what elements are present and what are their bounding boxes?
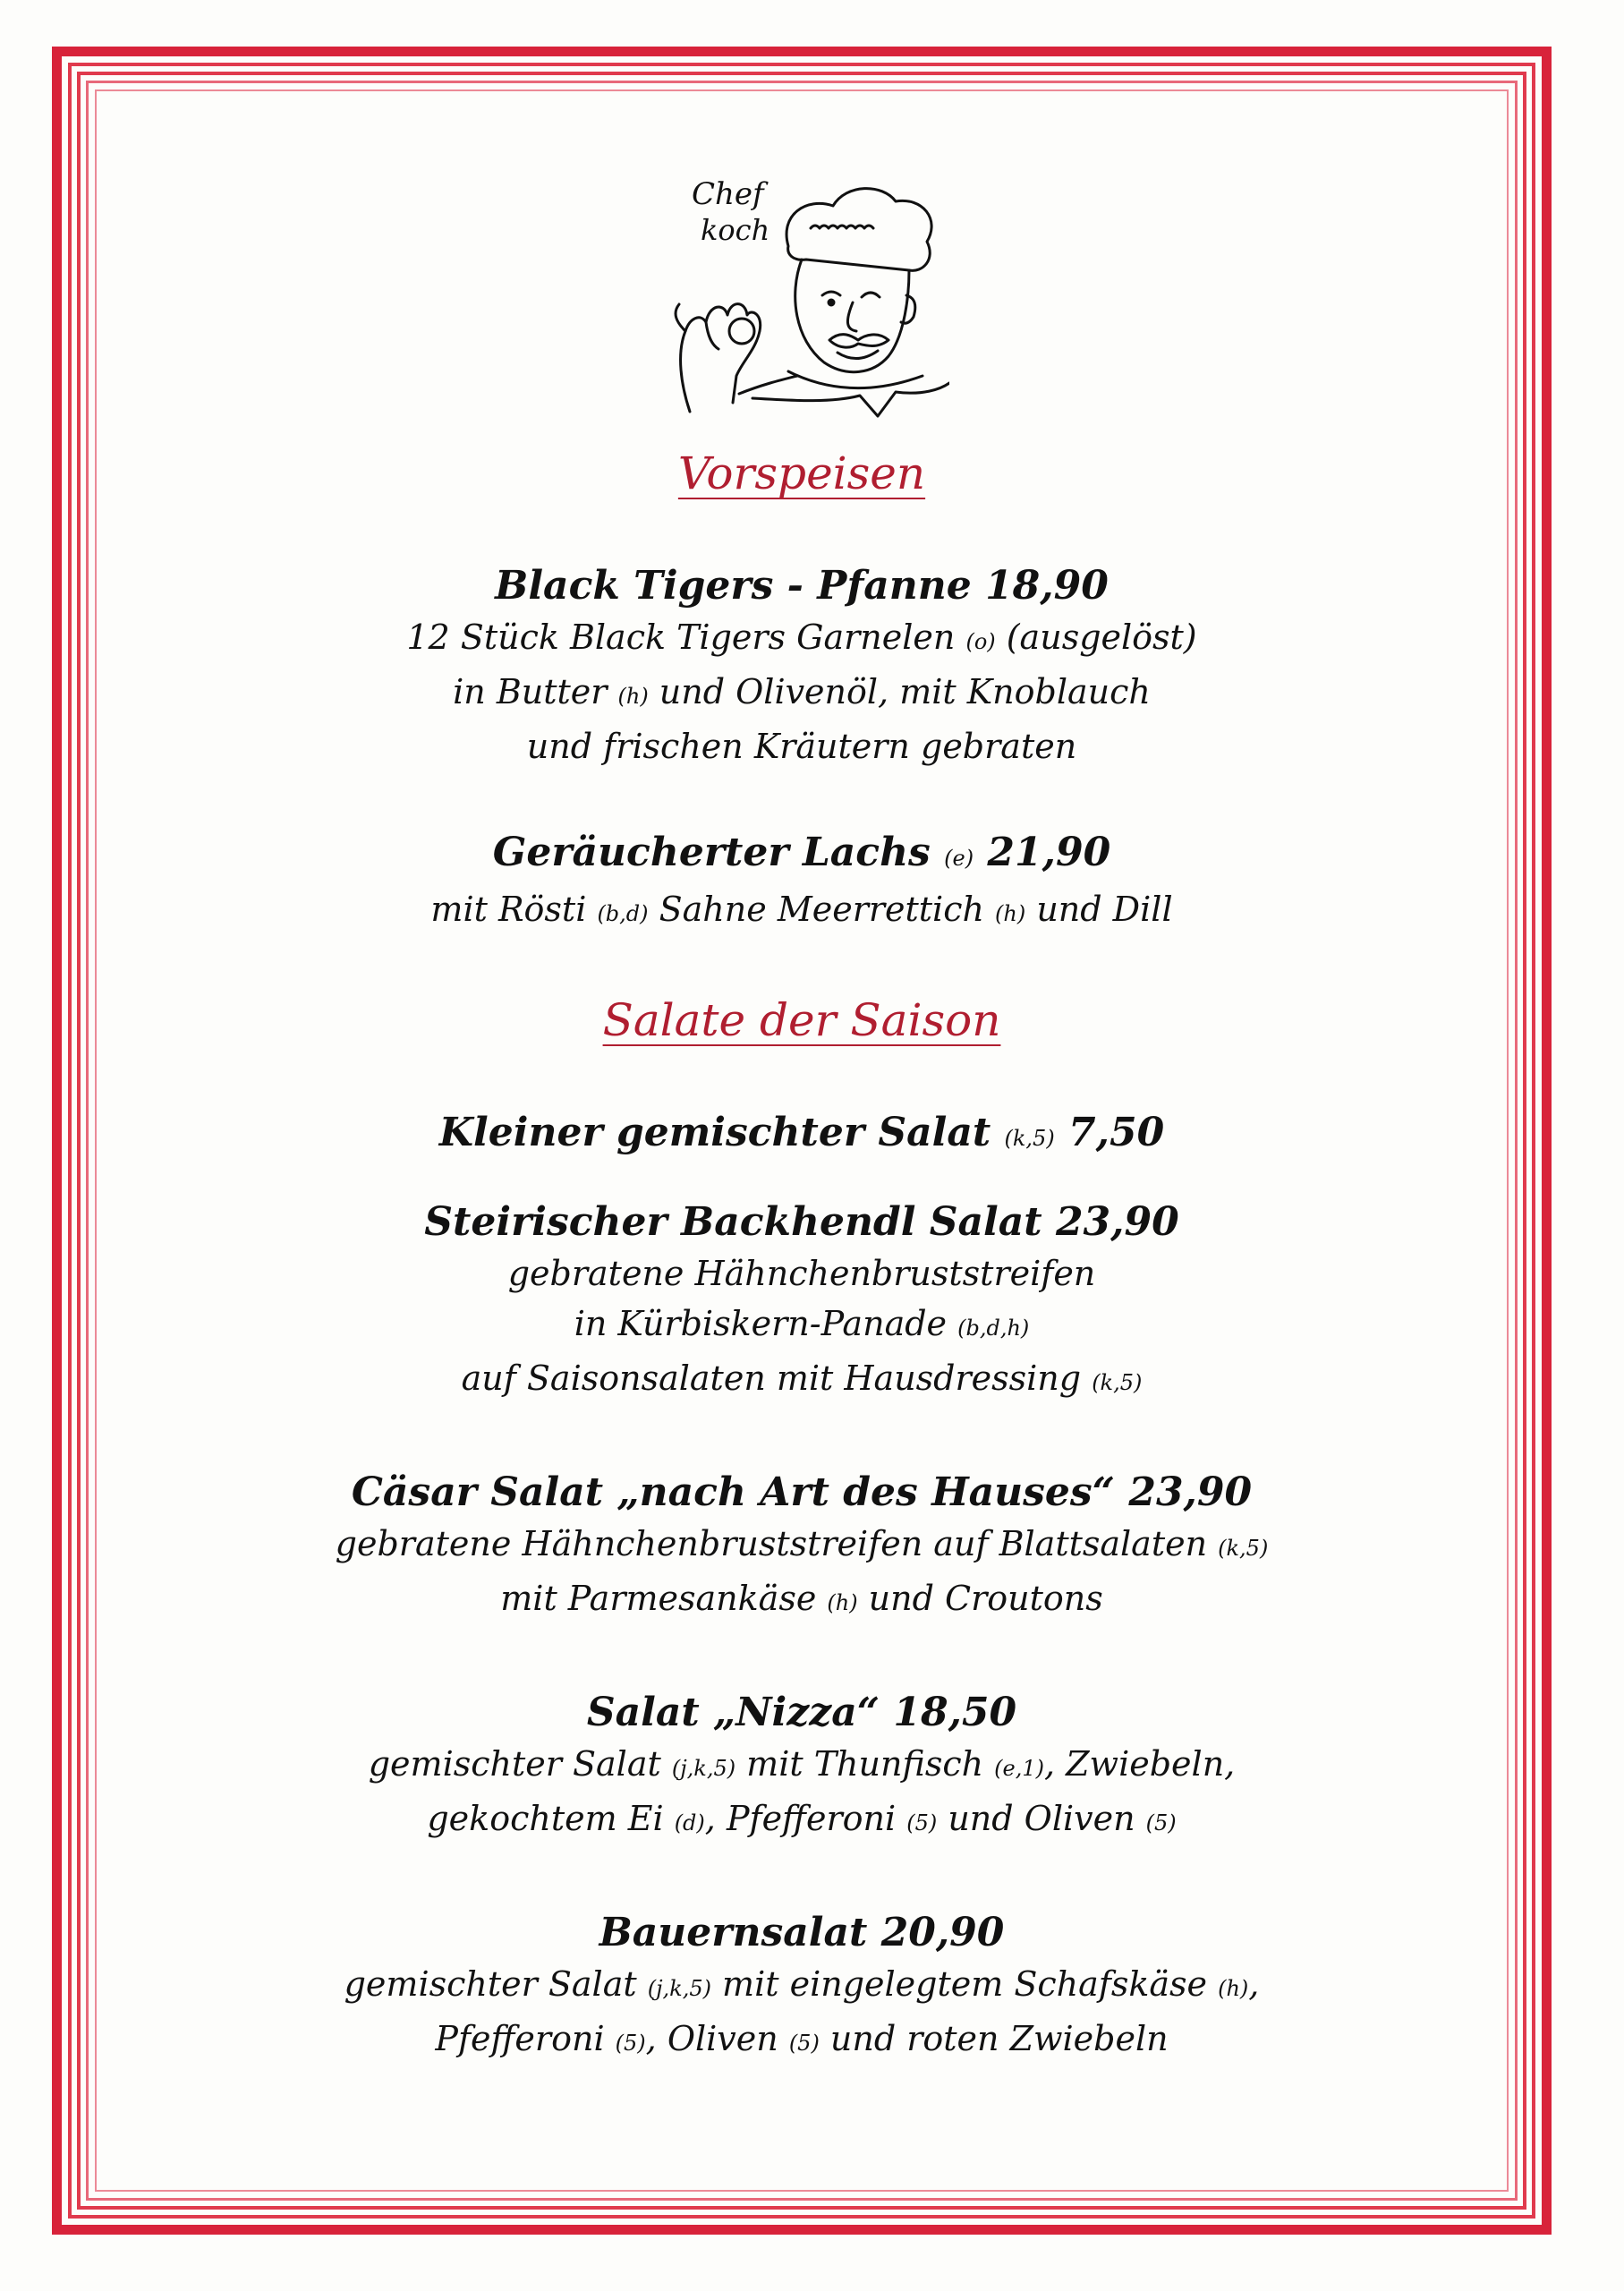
desc-text: , Oliven <box>645 2019 789 2058</box>
desc-text: mit eingelegtem Schafskäse <box>710 1964 1219 2004</box>
allergen-code: (b,d) <box>597 901 649 926</box>
desc-text: mit Parmesankäse <box>500 1579 828 1618</box>
allergen-code: (h) <box>995 901 1026 926</box>
menu-item-caesar-salat <box>98 1467 1505 1628</box>
menu-item-backhendl-salat <box>98 1197 1505 1408</box>
item-description <box>98 1573 1505 1628</box>
allergen-code: (k,5) <box>1092 1370 1143 1395</box>
item-name: Black Tigers - Pfanne <box>495 563 972 609</box>
menu-item-nizza-salat <box>98 1687 1505 1848</box>
desc-text: (ausgelöst) <box>995 617 1197 657</box>
desc-text: Pfefferoni <box>435 2019 616 2058</box>
item-title <box>98 1907 1505 1959</box>
item-title <box>98 1197 1505 1248</box>
desc-text: gekochtem Ei <box>427 1799 675 1838</box>
menu-item-lachs <box>98 827 1505 939</box>
allergen-code: (b,d,h) <box>957 1316 1030 1341</box>
item-price: 18,90 <box>985 563 1109 609</box>
desc-text: und Croutons <box>857 1579 1103 1618</box>
item-name: Cäsar Salat „nach Art des Hauses“ <box>351 1469 1115 1515</box>
desc-text: und Dill <box>1025 890 1173 929</box>
item-description <box>98 1353 1505 1408</box>
chef-logo <box>654 161 949 421</box>
desc-text: , Zwiebeln, <box>1044 1744 1236 1784</box>
item-name: Geräucherter Lachs <box>492 830 931 875</box>
item-title <box>98 560 1505 612</box>
desc-text: gemischter Salat <box>344 1964 648 2004</box>
item-price: 18,50 <box>893 1690 1017 1735</box>
item-name: Bauernsalat <box>599 1910 868 1955</box>
desc-text: gemischter Salat <box>368 1744 672 1784</box>
item-name: Kleiner gemischter Salat <box>438 1110 991 1155</box>
menu-item-kleiner-salat <box>98 1107 1505 1164</box>
item-title <box>98 1107 1505 1164</box>
allergen-code: (k,5) <box>1218 1536 1269 1561</box>
allergen-code: (j,k,5) <box>671 1756 736 1781</box>
section-heading-vorspeisen: Vorspeisen <box>677 447 926 499</box>
allergen-code: (h) <box>827 1590 858 1615</box>
item-description <box>98 884 1505 939</box>
item-price: 23,90 <box>1055 1199 1179 1245</box>
item-price: 20,90 <box>880 1910 1005 1955</box>
item-title <box>98 827 1505 884</box>
item-description <box>98 667 1505 721</box>
allergen-code: (k,5) <box>1004 1126 1055 1151</box>
menu-item-bauernsalat <box>98 1907 1505 2068</box>
item-description <box>98 2014 1505 2068</box>
menu-item-black-tigers <box>98 560 1505 771</box>
allergen-code: (h) <box>617 684 649 709</box>
item-price: 23,90 <box>1128 1469 1253 1515</box>
desc-text: mit Thunfisch <box>735 1744 995 1784</box>
allergen-code: (5) <box>906 1810 938 1835</box>
desc-text: 12 Stück Black Tigers Garnelen <box>406 617 966 657</box>
item-title <box>98 1467 1505 1519</box>
item-name: Steirischer Backhendl Salat <box>424 1199 1042 1245</box>
desc-text: und Olivenöl, mit Knoblauch <box>648 672 1151 711</box>
desc-text: und roten Zwiebeln <box>819 2019 1169 2058</box>
item-description <box>98 1519 1505 1573</box>
desc-text: mit Rösti <box>430 890 598 929</box>
item-price: 21,90 <box>987 830 1111 875</box>
desc-text: gebratene Hähnchenbruststreifen auf Blattsalaten <box>335 1524 1219 1563</box>
desc-text: in Butter <box>453 672 618 711</box>
chef-logo-text-2: koch <box>701 213 770 247</box>
item-description: gebratene Hähnchenbruststreifen <box>507 1254 1096 1293</box>
allergen-code: (j,k,5) <box>647 1976 711 2001</box>
desc-text: , Pfefferoni <box>704 1799 907 1838</box>
desc-text: und Oliven <box>937 1799 1146 1838</box>
allergen-code: (o) <box>965 629 996 654</box>
item-description: und frischen Kräutern gebraten <box>526 727 1077 766</box>
desc-text: in Kürbiskern-Panade <box>574 1304 958 1343</box>
allergen-code: (e,1) <box>994 1756 1044 1781</box>
desc-text: auf Saisonsalaten mit Hausdressing <box>461 1358 1093 1398</box>
item-description <box>98 1739 1505 1793</box>
section-heading-salate: Salate der Saison <box>602 994 1001 1046</box>
item-description <box>98 1793 1505 1848</box>
allergen-code: (h) <box>1218 1976 1249 2001</box>
desc-text: Sahne Meerrettich <box>648 890 996 929</box>
item-description <box>98 1959 1505 2014</box>
allergen-code: (5) <box>1145 1810 1177 1835</box>
item-description <box>98 612 1505 667</box>
item-name: Salat „Nizza“ <box>586 1690 880 1735</box>
allergen-code: (5) <box>788 2031 820 2056</box>
allergen-code: (e) <box>944 846 974 871</box>
item-price: 7,50 <box>1068 1110 1165 1155</box>
chef-logo-text-1: Chef <box>692 176 764 212</box>
allergen-code: (d) <box>674 1810 705 1835</box>
item-description <box>98 1299 1505 1353</box>
menu-page <box>98 161 1505 2068</box>
item-title <box>98 1687 1505 1739</box>
allergen-code: (5) <box>615 2031 646 2056</box>
desc-text: , <box>1248 1964 1260 2004</box>
